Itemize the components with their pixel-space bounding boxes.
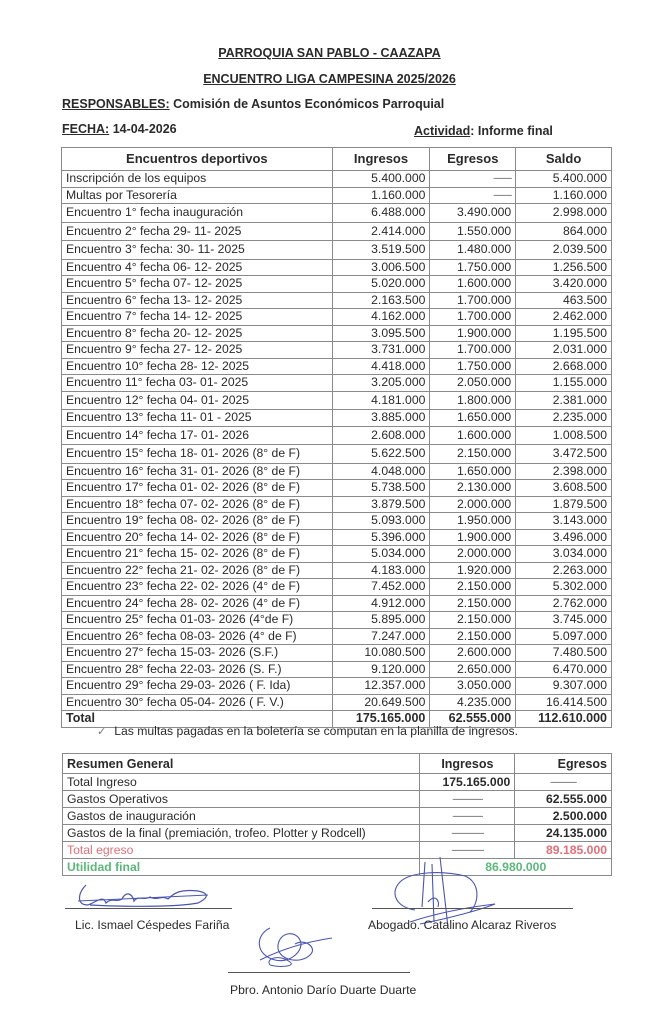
cell-ingresos: 20.649.500 [332,694,430,711]
summary-header-row [63,754,612,774]
cell-ingresos: 3.731.000 [332,342,430,359]
summary-egresos: 24.135.000 [515,825,612,842]
cell-saldo: 2.039.500 [516,241,612,260]
summary-egresos: ------------- [515,774,612,791]
cell-desc: Encuentro 17° fecha 01- 02- 2026 (8° de F) [62,480,333,497]
fecha-value: 14-04-2026 [109,122,177,136]
cell-desc: Encuentro 8° fecha 20- 12- 2025 [62,325,333,342]
cell-ingresos: 4.418.000 [332,358,430,375]
cell-egresos: 1.800.000 [430,391,516,410]
col-header-encuentros: Encuentros deportivos [62,148,333,171]
cell-ingresos: 5.895.000 [332,612,430,629]
encuentros-table [61,147,612,728]
cell-egresos: 1.700.000 [430,342,516,359]
cell-desc: Encuentro 24° fecha 28- 02- 2026 (4° de F) [62,595,333,612]
total-egresos: 62.555.000 [430,711,516,728]
cell-saldo: 3.496.000 [516,529,612,546]
table-row [62,496,612,513]
note-text: Las multas pagadas en la boletería se computan en la planilla de ingresos. [114,724,519,738]
cell-desc: Encuentro 9° fecha 27- 12- 2025 [62,342,333,359]
cell-ingresos: 4.181.000 [332,391,430,410]
total-saldo: 112.610.000 [516,711,612,728]
table-row [62,463,612,480]
utilidad-value: 86.980.000 [420,859,612,876]
cell-saldo: 864.000 [516,222,612,241]
cell-egresos: 2.150.000 [430,579,516,596]
cell-saldo: 1.155.000 [516,375,612,392]
signature-1-name: Lic. Ismael Céspedes Fariña [75,918,230,932]
parish-title: PARROQUIA SAN PABLO - CAAZAPA [218,46,441,60]
cell-egresos: 2.150.000 [430,612,516,629]
cell-desc: Encuentro 16° fecha 31- 01- 2026 (8° de F) [62,463,333,480]
fecha-label: FECHA: [62,122,110,136]
table-row [62,562,612,579]
cell-egresos: 1.920.000 [430,562,516,579]
cell-ingresos: 2.608.000 [332,426,430,445]
cell-ingresos: 4.048.000 [332,463,430,480]
cell-desc: Encuentro 22° fecha 21- 02- 2026 (8° de F) [62,562,333,579]
cell-saldo: 3.420.000 [516,276,612,293]
table-row [62,628,612,645]
cell-desc: Encuentro 18° fecha 07- 02- 2026 (8° de F) [62,496,333,513]
cell-ingresos: 3.519.500 [332,241,430,260]
table-row [62,426,612,445]
actividad-line [414,124,553,138]
cell-ingresos: 1.160.000 [332,187,430,204]
summary-egresos: 62.555.000 [515,791,612,808]
cell-ingresos: 4.183.000 [332,562,430,579]
cell-egresos: --------- [430,187,516,204]
cell-egresos: 1.600.000 [430,276,516,293]
cell-egresos: 2.000.000 [430,496,516,513]
summary-ingresos: ---------------- [420,825,515,842]
cell-ingresos: 5.396.000 [332,529,430,546]
table-row [62,579,612,596]
summary-egresos: 2.500.000 [515,808,612,825]
summary-row [63,774,612,791]
cell-desc: Encuentro 5° fecha 07- 12- 2025 [62,276,333,293]
summary-ingresos: 175.165.000 [420,774,515,791]
cell-saldo: 3.472.500 [516,445,612,464]
note [97,724,518,738]
summary-ingresos: --------------- [420,808,515,825]
cell-ingresos: 9.120.000 [332,661,430,678]
summary-header-egresos: Egresos [515,754,612,774]
cell-saldo: 2.668.000 [516,358,612,375]
table-row [62,309,612,326]
cell-ingresos: 6.488.000 [332,204,430,223]
cell-egresos: 1.900.000 [430,529,516,546]
cell-ingresos: 2.414.000 [332,222,430,241]
cell-ingresos: 12.357.000 [332,678,430,695]
cell-ingresos: 5.034.000 [332,546,430,563]
total-ingresos: 175.165.000 [332,711,430,728]
cell-saldo: 463.500 [516,292,612,309]
signature-3-icon [250,920,340,970]
cell-egresos: 3.050.000 [430,678,516,695]
cell-desc: Encuentro 11° fecha 03- 01- 2025 [62,375,333,392]
table-row [62,259,612,276]
table-row [62,187,612,204]
cell-ingresos: 5.622.500 [332,445,430,464]
cell-egresos: 1.750.000 [430,358,516,375]
cell-desc: Encuentro 12° fecha 04- 01- 2025 [62,391,333,410]
summary-label: Gastos de inauguración [63,808,420,825]
utilidad-label: Utilidad final [63,859,420,876]
cell-saldo: 2.762.000 [516,595,612,612]
cell-desc: Encuentro 26° fecha 08-03- 2026 (4° de F) [62,628,333,645]
cell-ingresos: 4.912.000 [332,595,430,612]
table-row [62,546,612,563]
cell-egresos: 1.950.000 [430,513,516,530]
cell-desc: Encuentro 19° fecha 08- 02- 2026 (8° de F) [62,513,333,530]
summary-ingresos: --------------- [420,791,515,808]
cell-egresos: 1.900.000 [430,325,516,342]
cell-desc: Encuentro 23° fecha 22- 02- 2026 (4° de F) [62,579,333,596]
signature-1-icon [68,883,218,911]
responsables-line [62,97,444,111]
cell-ingresos: 4.162.000 [332,309,430,326]
cell-desc: Encuentro 14° fecha 17- 01- 2026 [62,426,333,445]
cell-desc: Encuentro 6° fecha 13- 12- 2025 [62,292,333,309]
cell-desc: Encuentro 4° fecha 06- 12- 2025 [62,259,333,276]
cell-saldo: 5.302.000 [516,579,612,596]
cell-egresos: 2.150.000 [430,595,516,612]
cell-egresos: 2.600.000 [430,645,516,662]
cell-saldo: 2.235.000 [516,410,612,427]
cell-saldo: 2.462.000 [516,309,612,326]
cell-saldo: 9.307.000 [516,678,612,695]
table-row [62,204,612,223]
table-row [62,661,612,678]
cell-ingresos: 10.080.500 [332,645,430,662]
signature-3-name: Pbro. Antonio Darío Duarte Duarte [230,983,417,997]
summary-row [63,808,612,825]
table-row [62,529,612,546]
table-row [62,410,612,427]
fecha-line [62,122,177,136]
signature-1-line [65,908,232,909]
cell-ingresos: 3.205.000 [332,375,430,392]
table-row [62,171,612,188]
cell-saldo: 6.470.000 [516,661,612,678]
total-desc: Total [62,711,333,728]
cell-ingresos: 2.163.500 [332,292,430,309]
cell-desc: Encuentro 21° fecha 15- 02- 2026 (8° de F) [62,546,333,563]
actividad-value: : Informe final [470,124,553,138]
cell-egresos: 2.150.000 [430,628,516,645]
cell-egresos: 1.750.000 [430,259,516,276]
summary-header-label: Resumen General [63,754,420,774]
table-row [62,222,612,241]
cell-egresos: 1.550.000 [430,222,516,241]
cell-desc: Inscripción de los equipos [62,171,333,188]
cell-saldo: 3.143.000 [516,513,612,530]
table-row [62,325,612,342]
cell-saldo: 5.097.000 [516,628,612,645]
table-row [62,480,612,497]
event-title: ENCUENTRO LIGA CAMPESINA 2025/2026 [203,72,456,86]
cell-egresos: 1.600.000 [430,426,516,445]
cell-ingresos: 3.879.500 [332,496,430,513]
cell-desc: Encuentro 27° fecha 15-03- 2026 (S.F.) [62,645,333,662]
cell-ingresos: 3.885.000 [332,410,430,427]
cell-ingresos: 3.006.500 [332,259,430,276]
col-header-saldo: Saldo [516,148,612,171]
cell-saldo: 1.008.500 [516,426,612,445]
cell-saldo: 1.256.500 [516,259,612,276]
table-header-row [62,148,612,171]
cell-desc: Multas por Tesorería [62,187,333,204]
signature-2-line [372,908,573,909]
cell-desc: Encuentro 13° fecha 11- 01 - 2025 [62,410,333,427]
cell-egresos: 2.650.000 [430,661,516,678]
summary-header-ingresos: Ingresos [420,754,515,774]
cell-egresos: 4.235.000 [430,694,516,711]
cell-saldo: 2.398.000 [516,463,612,480]
cell-desc: Encuentro 15° fecha 18- 01- 2026 (8° de F) [62,445,333,464]
total-egreso-value: 89.185.000 [515,842,612,859]
cell-desc: Encuentro 25° fecha 01-03- 2026 (4°de F) [62,612,333,629]
table-row [62,445,612,464]
cell-egresos: 1.700.000 [430,309,516,326]
table-row [62,694,612,711]
cell-egresos: 2.130.000 [430,480,516,497]
cell-ingresos: 5.093.000 [332,513,430,530]
table-row [62,645,612,662]
summary-row [63,825,612,842]
cell-saldo: 7.480.500 [516,645,612,662]
cell-egresos: 1.650.000 [430,463,516,480]
cell-saldo: 3.034.000 [516,546,612,563]
cell-saldo: 1.879.500 [516,496,612,513]
cell-ingresos: 7.247.000 [332,628,430,645]
table-row [62,375,612,392]
table-row [62,391,612,410]
cell-desc: Encuentro 2° fecha 29- 11- 2025 [62,222,333,241]
cell-desc: Encuentro 1° fecha inauguración [62,204,333,223]
col-header-egresos: Egresos [430,148,516,171]
cell-ingresos: 5.400.000 [332,171,430,188]
cell-egresos: 2.150.000 [430,445,516,464]
check-icon: ✓ [97,726,107,738]
signature-2-name: Abogado. Catalino Alcaraz Riveros [368,918,557,932]
cell-saldo: 2.998.000 [516,204,612,223]
cell-saldo: 2.031.000 [516,342,612,359]
cell-egresos: 1.480.000 [430,241,516,260]
actividad-label: Actividad [414,124,471,138]
summary-label: Gastos Operativos [63,791,420,808]
cell-saldo: 3.745.000 [516,612,612,629]
total-egreso-row [63,842,612,859]
cell-saldo: 3.608.500 [516,480,612,497]
cell-ingresos: 5.738.500 [332,480,430,497]
utilidad-row [63,859,612,876]
col-header-ingresos: Ingresos [332,148,430,171]
cell-desc: Encuentro 7° fecha 14- 12- 2025 [62,309,333,326]
cell-saldo: 1.195.500 [516,325,612,342]
cell-desc: Encuentro 30° fecha 05-04- 2026 ( F. V.) [62,694,333,711]
cell-egresos: 2.000.000 [430,546,516,563]
cell-egresos: 3.490.000 [430,204,516,223]
table-row [62,276,612,293]
cell-saldo: 2.381.000 [516,391,612,410]
cell-saldo: 5.400.000 [516,171,612,188]
cell-desc: Encuentro 10° fecha 28- 12- 2025 [62,358,333,375]
table-row [62,358,612,375]
cell-ingresos: 5.020.000 [332,276,430,293]
cell-desc: Encuentro 20° fecha 14- 02- 2026 (8° de F) [62,529,333,546]
total-egreso-ingresos: ---------------- [420,842,515,859]
cell-egresos: 1.700.000 [430,292,516,309]
cell-saldo: 2.263.000 [516,562,612,579]
cell-desc: Encuentro 29° fecha 29-03- 2026 ( F. Ida) [62,678,333,695]
cell-desc: Encuentro 28° fecha 22-03- 2026 (S. F.) [62,661,333,678]
table-row [62,342,612,359]
summary-table [62,753,612,876]
cell-ingresos: 3.095.500 [332,325,430,342]
total-egreso-label: Total egreso [63,842,420,859]
summary-label: Gastos de la final (premiación, trofeo. Plotter y Rodcell) [63,825,420,842]
responsables-label: RESPONSABLES: [62,97,170,111]
cell-egresos: 2.050.000 [430,375,516,392]
cell-ingresos: 7.452.000 [332,579,430,596]
summary-label: Total Ingreso [63,774,420,791]
table-row [62,612,612,629]
signature-3-line [228,972,410,973]
cell-saldo: 1.160.000 [516,187,612,204]
cell-desc: Encuentro 3° fecha: 30- 11- 2025 [62,241,333,260]
table-row [62,241,612,260]
cell-saldo: 16.414.500 [516,694,612,711]
cell-egresos: --------- [430,171,516,188]
responsables-value: Comisión de Asuntos Económicos Parroquial [169,97,445,111]
table-row [62,595,612,612]
table-row [62,292,612,309]
table-row [62,678,612,695]
table-row [62,513,612,530]
cell-egresos: 1.650.000 [430,410,516,427]
summary-row [63,791,612,808]
